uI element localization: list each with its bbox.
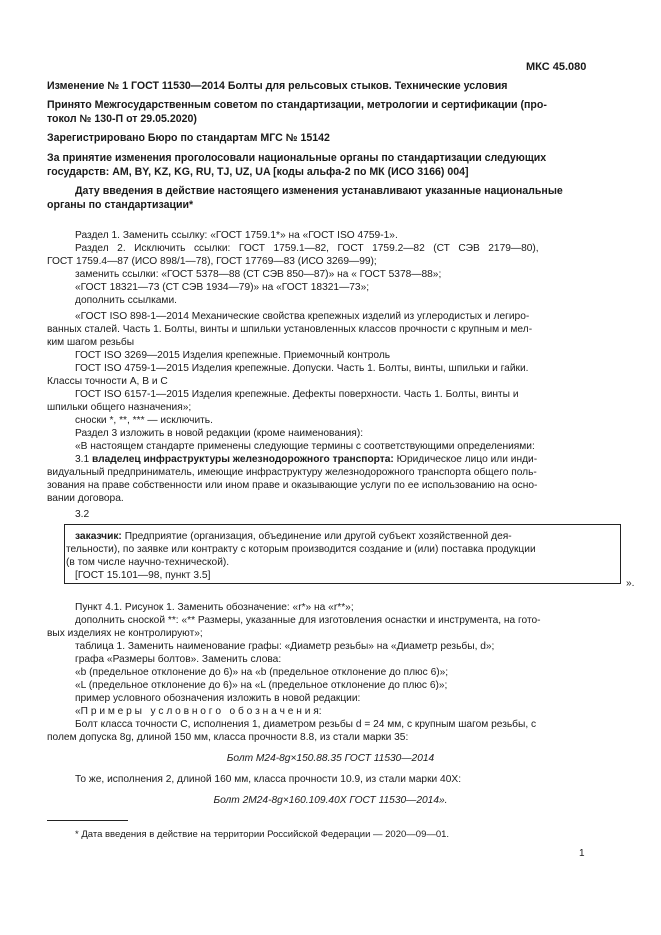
term-3-1-def-start: Юридическое лицо или инди- (396, 454, 538, 465)
example-2-desc: То же, исполнения 2, длиной 160 мм, класса прочности 10.9, из стали марки 40Х: (75, 774, 462, 785)
para-terms-intro: «В настоящем стандарте применены следующие термины с соответствующими определениями: (75, 441, 535, 452)
adopted-line-2: токол № 130-П от 29.05.2020) (47, 113, 197, 125)
box-line-3: (в том числе научно-технической). (66, 557, 230, 568)
term-3-2-number: 3.2 (75, 509, 90, 520)
term-3-1-line-4: вании договора. (47, 493, 124, 504)
para-footnote-add-b: вых изделиях не контролируют»; (47, 628, 203, 639)
box-def-start: Предприятие (организация, объединение или другой субъект хозяйственной дея- (124, 531, 512, 542)
para-table1: таблица 1. Заменить наименование графы: «Диаметр резьбы» на «Диаметр резьбы, d»; (75, 641, 495, 652)
voted-line-2: государств: AM, BY, KZ, KG, RU, TJ, UZ, UA [коды альфа-2 по МК (ИСО 3166) 004] (47, 166, 469, 178)
box-line-2: тельности), по заявке или контракту с которым производится создание и (или) поставка продукции (66, 544, 536, 555)
box-reference: [ГОСТ 15.101—98, пункт 3.5] (75, 570, 211, 581)
examples-heading: «П р и м е р ы у с л о в н о г о о б о з н а ч е н и я: (75, 706, 322, 717)
para-l-replace: «L (предельное отклонение до 6)» на «L (предельное отклонение до плюс 6)»; (75, 680, 448, 691)
example-1-desc-a: Болт класса точности С, исполнения 1, диаметром резьбы d = 24 мм, с крупным шагом резьбы, с (75, 719, 537, 730)
example-1-designation: Болт М24-8g×150.88.35 ГОСТ 11530—2014 (226, 753, 435, 764)
para-point-4-1: Пункт 4.1. Рисунок 1. Заменить обозначение: «r*» на «r**»; (75, 602, 354, 613)
footnote-text: * Дата введения в действие на территории Российской Федерации — 2020—09—01. (75, 829, 450, 840)
para-section2-a: Раздел 2. Исключить ссылки: ГОСТ 1759.1—82, ГОСТ 1759.2—82 (СТ СЭВ 2179—80), (75, 243, 539, 254)
para-column: графа «Размеры болтов». Заменить слова: (75, 654, 282, 665)
para-example-new: пример условного обозначения изложить в новой редакции: (75, 693, 361, 704)
footnote-divider (47, 820, 128, 821)
box-closing-quote: ». (626, 578, 635, 589)
term-3-1-line-3: зования на праве собственности или ином праве и оказывающие услуги по ее использованию на осно- (47, 480, 538, 491)
voted-line-1: За принятие изменения проголосовали национальные органы по стандартизации следующих (47, 152, 547, 164)
term-3-1-line-2: видуальный предприниматель, имеющие инфраструктуру железнодорожного транспорта общего поль- (47, 467, 537, 478)
para-section3: Раздел 3 изложить в новой редакции (кроме наименования): (75, 428, 364, 439)
para-add-refs: дополнить ссылками. (75, 295, 177, 306)
term-3-1-number: 3.1 (75, 454, 90, 465)
para-replace-refs-2: «ГОСТ 18321—73 (СТ СЭВ 1934—79)» на «ГОСТ 18321—73»; (75, 282, 370, 293)
ref-iso4759-b: Классы точности А, В и С (47, 376, 168, 387)
registered-line: Зарегистрировано Бюро по стандартам МГС № 15142 (47, 132, 330, 144)
para-footnotes-remove: сноски *, **, *** — исключить. (75, 415, 213, 426)
box-line-1 (75, 530, 512, 543)
para-footnote-add-a: дополнить сноской **: «** Размеры, указанные для изготовления оснастки и инструмента, на гото- (75, 615, 541, 626)
term-3-1-line-1 (75, 453, 537, 466)
para-section1: Раздел 1. Заменить ссылку: «ГОСТ 1759.1*» на «ГОСТ ISO 4759-1». (75, 230, 398, 241)
para-b-replace: «b (предельное отклонение до 6)» на «b (предельное отклонение до плюс 6)»; (75, 667, 449, 678)
ref-iso898-a: «ГОСТ ISO 898-1—2014 Механические свойства крепежных изделий из углеродистых и легиро- (75, 311, 530, 322)
ref-iso3269: ГОСТ ISO 3269—2015 Изделия крепежные. Приемочный контроль (75, 350, 391, 361)
page-number: 1 (579, 848, 585, 859)
ref-iso4759-a: ГОСТ ISO 4759-1—2015 Изделия крепежные. Допуски. Часть 1. Болты, винты, шпильки и гайки. (75, 363, 529, 374)
para-replace-refs: заменить ссылки: «ГОСТ 5378—88 (СТ СЭВ 850—87)» на « ГОСТ 5378—88»; (75, 269, 442, 280)
date-line-2: органы по стандартизации* (47, 199, 194, 211)
term-3-1-term: владелец инфраструктуры железнодорожного транспорта: (92, 454, 394, 465)
example-2-designation: Болт 2М24-8g×160.109.40Х ГОСТ 11530—2014». (213, 795, 448, 806)
ref-iso898-c: ким шагом резьбы (47, 337, 135, 348)
ref-iso6157-a: ГОСТ ISO 6157-1—2015 Изделия крепежные. Дефекты поверхности. Часть 1. Болты, винты и (75, 389, 519, 400)
ref-iso898-b: ванных сталей. Часть 1. Болты, винты и шпильки установленных классов прочности с крупным и мел- (47, 324, 533, 335)
document-title: Изменение № 1 ГОСТ 11530—2014 Болты для рельсовых стыков. Технические условия (47, 80, 508, 92)
para-section2-b: ГОСТ 1759.4—87 (ИСО 898/1—78), ГОСТ 17769—83 (ИСО 3269—99); (47, 256, 377, 267)
classification-code: МКС 45.080 (526, 61, 587, 73)
box-term: заказчик: (75, 531, 122, 542)
example-1-desc-b: полем допуска 8g, длиной 150 мм, класса прочности 8.8, из стали марки 35: (47, 732, 409, 743)
ref-iso6157-b: шпильки общего назначения»; (47, 402, 192, 413)
date-line-1: Дату введения в действие настоящего изменения устанавливают указанные национальные (75, 185, 563, 197)
adopted-line-1: Принято Межгосударственным советом по стандартизации, метрологии и сертификации (про- (47, 99, 547, 111)
